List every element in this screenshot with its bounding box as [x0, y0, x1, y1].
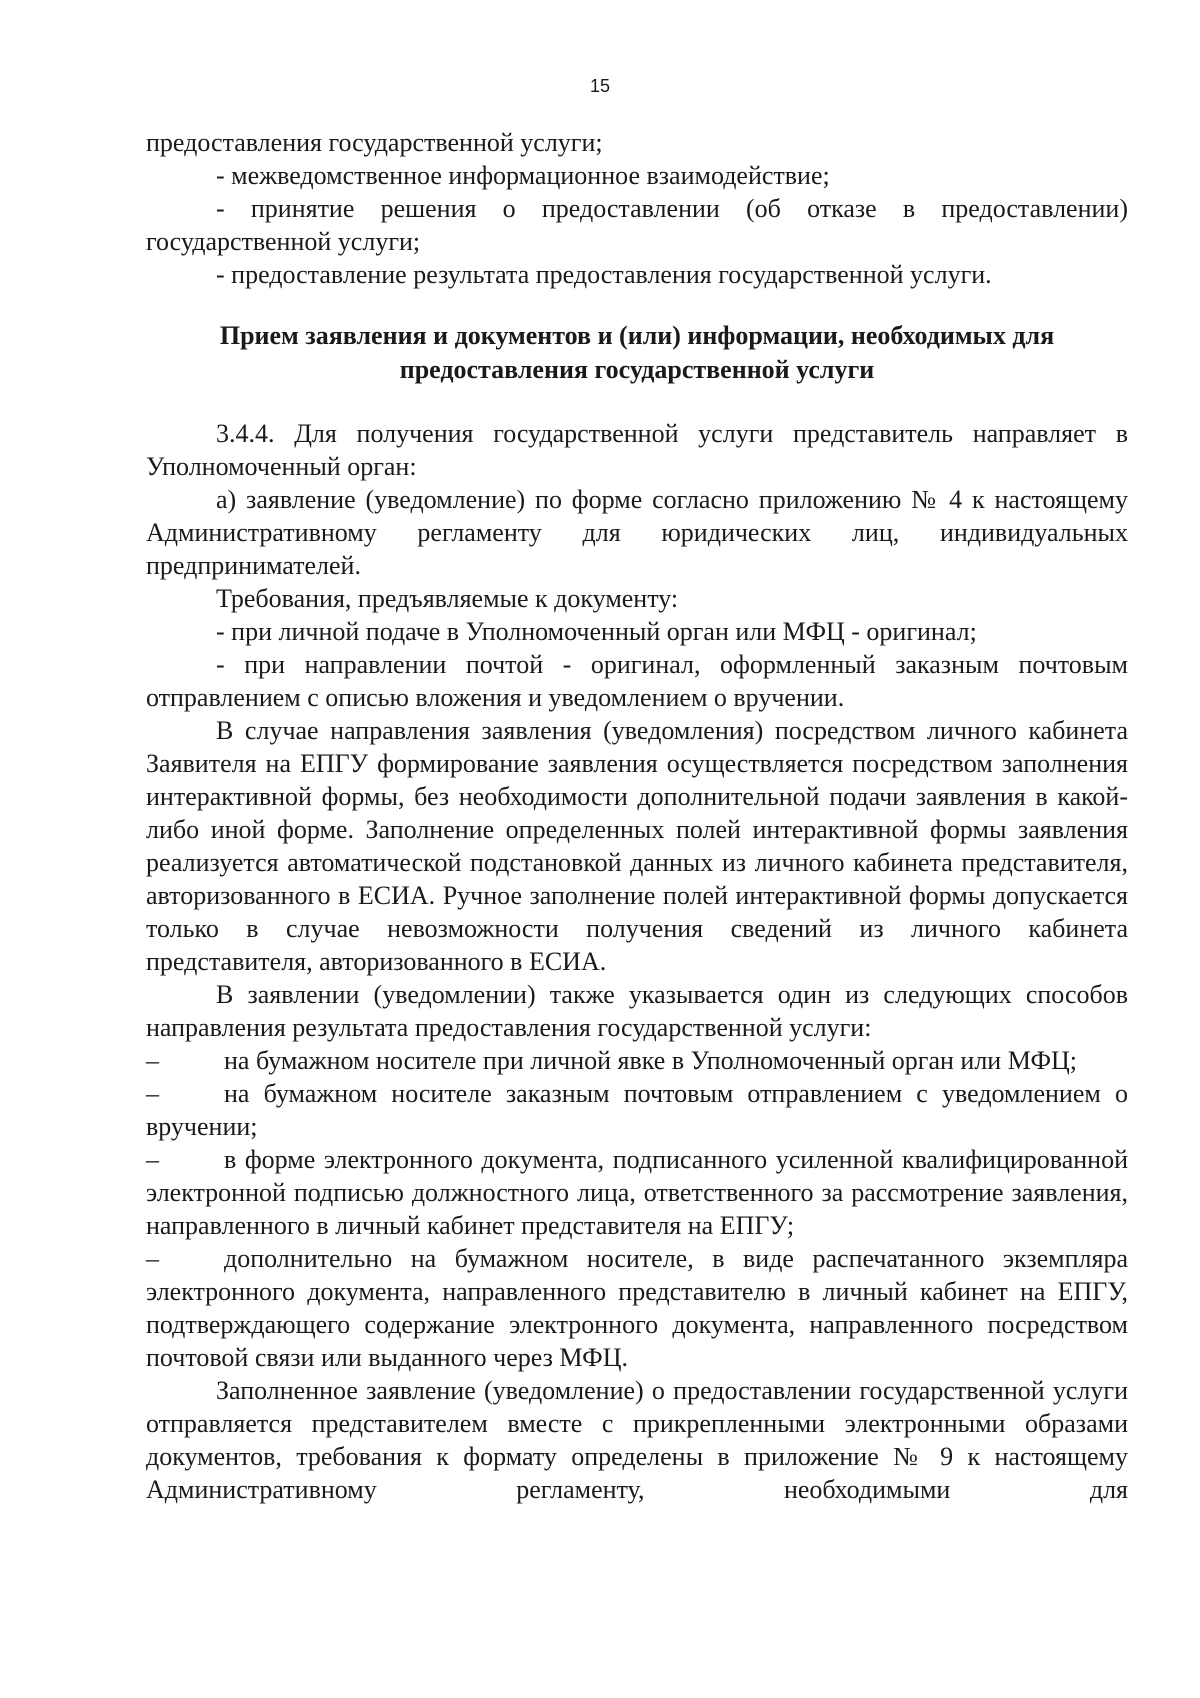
list-item-method [146, 1143, 1128, 1242]
list-item-method-text: на бумажном носителе при личной явке в Уполномоченный орган или МФЦ; [224, 1046, 1078, 1075]
list-item-interagency: - межведомственное информационное взаимодействие; [216, 161, 830, 190]
paragraph-requirements: Требования, предъявляемые к документу: [216, 584, 679, 613]
paragraph-3-4-4: 3.4.4. Для получения государственной услуги представитель направляет в Уполномоченный орган: [146, 419, 1128, 481]
paragraph-postal-submission: - при направлении почтой - оригинал, оформленный заказным почтовым отправлением с описью вложения и уведомлением о вручении. [146, 650, 1128, 712]
list-item-decision: - принятие решения о предоставлении (об отказе в предоставлении) государственной услуги; [146, 194, 1128, 256]
list-item-method-text: дополнительно на бумажном носителе, в виде распечатанного экземпляра электронного документа, направленного представителю в личный кабинет на ЕПГУ, подтверждающего содержание электронного документа, направленного посредством почтовой связи или выданного через МФЦ. [146, 1244, 1128, 1372]
paragraph-application-form: а) заявление (уведомление) по форме согласно приложению № 4 к настоящему Административному регламенту для юридических лиц, индивидуальных предпринимателей. [146, 485, 1128, 580]
list-item-method [146, 1077, 1128, 1143]
paragraph-personal-submission: - при личной подаче в Уполномоченный орган или МФЦ - оригинал; [216, 617, 977, 646]
dash-marker: – [146, 1046, 159, 1075]
list-item-method-text: в форме электронного документа, подписанного усиленной квалифицированной электронной подписью должностного лица, ответственного за рассмотрение заявления, направленного в личный кабинет представителя на ЕПГУ; [146, 1145, 1128, 1240]
dash-marker: – [146, 1145, 159, 1174]
document-body [146, 126, 1128, 1506]
dash-marker: – [146, 1244, 159, 1273]
dash-marker: – [146, 1079, 159, 1108]
list-item-method-text: на бумажном носителе заказным почтовым отправлением с уведомлением о вручении; [146, 1079, 1128, 1141]
section-heading [146, 319, 1128, 387]
paragraph-intro: предоставления государственной услуги; [146, 128, 603, 157]
paragraph-submission: Заполненное заявление (уведомление) о предоставлении государственной услуги отправляется представителем вместе с прикрепленными электронными образами документов, требования к формату определены в приложение № 9 к настоящему Административному регламенту, необходимыми для [146, 1376, 1128, 1504]
section-heading-line-2: предоставления государственной услуги [399, 355, 875, 384]
list-item-method [146, 1242, 1128, 1374]
list-item-method [146, 1044, 1128, 1077]
section-heading-line-1: Прием заявления и документов и (или) информации, необходимых для [219, 321, 1055, 350]
list-item-result: - предоставление результата предоставления государственной услуги. [216, 260, 992, 289]
paragraph-epgu-submission: В случае направления заявления (уведомления) посредством личного кабинета Заявителя на ЕПГУ формирование заявления осуществляется посредством заполнения интерактивной формы, без необходимости дополнительной подачи заявления в какой-либо иной форме. Заполнение определенных полей интерактивной формы заявления реализуется автоматической подстановкой данных из личного кабинета представителя, авторизованного в ЕСИА. Ручное заполнение полей интерактивной формы допускается только в случае невозможности получения сведений из личного кабинета представителя, авторизованного в ЕСИА. [146, 716, 1128, 976]
page-number: 15 [589, 76, 611, 96]
paragraph-result-methods: В заявлении (уведомлении) также указывается один из следующих способов направления результата предоставления государственной услуги: [146, 980, 1128, 1042]
